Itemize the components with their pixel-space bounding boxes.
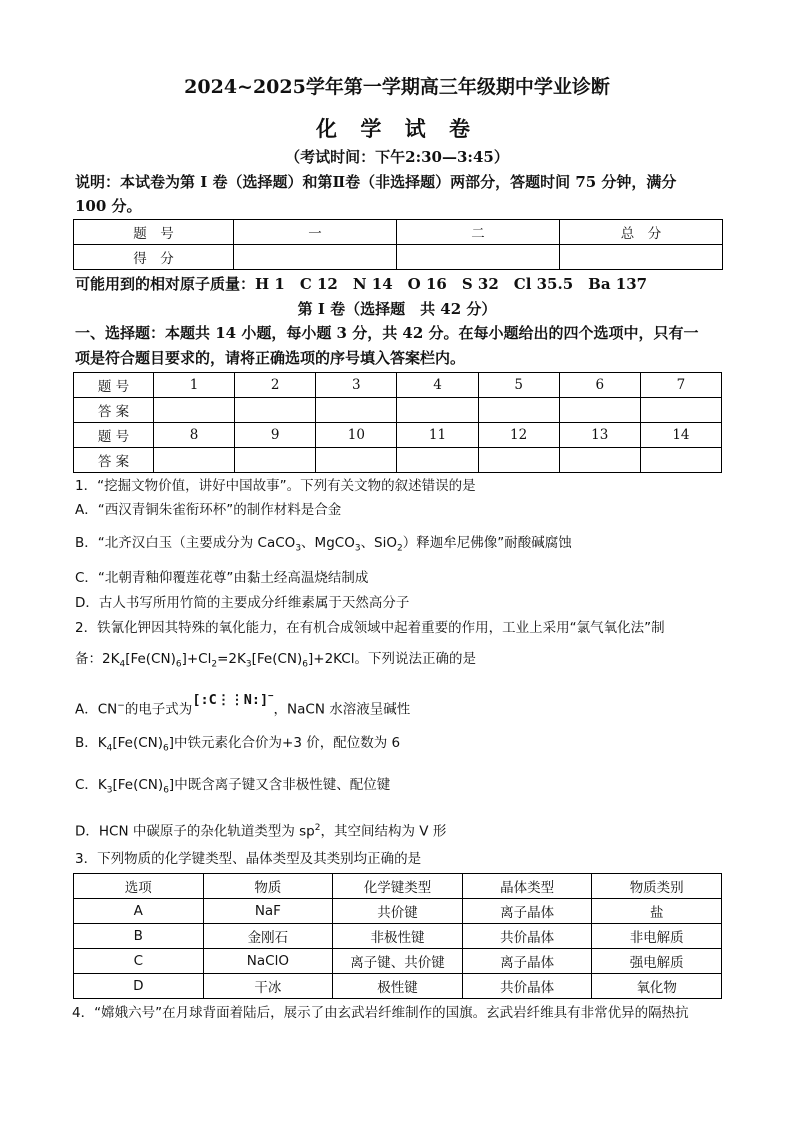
answer-cell[interactable] xyxy=(478,448,559,473)
row-label: 题 号 xyxy=(74,373,154,398)
q3-cell: 金刚石 xyxy=(203,924,333,949)
score-cell: 题 号 xyxy=(74,220,234,245)
score-cell: 一 xyxy=(234,220,397,245)
q1-option-b: B．“北齐汉白玉（主要成分为 CaCO$_3$、MgCO$_3$、SiO$_2$）释迦牟尼佛像”耐酸碱腐蚀 xyxy=(75,535,572,554)
score-table xyxy=(73,219,723,270)
q3-stem: 3．下列物质的化学键类型、晶体类型及其类别均正确的是 xyxy=(75,851,422,867)
q2-c-post: 中既含离子键又含非极性键、配位键 xyxy=(174,777,391,793)
exam-time: （考试时间：下午2:30—3:45） xyxy=(285,148,509,166)
q3-cell: A xyxy=(74,899,204,924)
row-label: 题 号 xyxy=(74,423,154,448)
q3-cell: 强电解质 xyxy=(592,949,722,974)
q3-row xyxy=(74,949,722,974)
q3-row xyxy=(74,974,722,999)
score-row-header xyxy=(74,220,723,245)
answer-cell[interactable] xyxy=(316,448,397,473)
q3-header: 选项 xyxy=(74,874,204,899)
q1-b-pre: B．“北齐汉白玉（主要成分为 xyxy=(75,535,254,551)
answer-cell[interactable] xyxy=(640,448,721,473)
q3-cell: 共价晶体 xyxy=(462,924,592,949)
q3-cell: 共价键 xyxy=(333,899,463,924)
score-input-cell[interactable] xyxy=(560,245,723,270)
section1-line-2: 项是符合题目要求的，请将正确选项的序号填入答案栏内。 xyxy=(75,349,466,367)
q1-option-d: D．古人书写所用竹简的主要成分纤维素属于天然高分子 xyxy=(75,595,410,611)
score-cell: 总 分 xyxy=(560,220,723,245)
q3-header-row xyxy=(74,874,722,899)
q3-header: 物质类别 xyxy=(592,874,722,899)
intro-line-2: 100 分。 xyxy=(75,197,142,215)
score-cell: 二 xyxy=(397,220,560,245)
question-number: 5 xyxy=(478,373,559,398)
score-row-values xyxy=(74,245,723,270)
q2-stem-1: 2．铁氰化钾因其特殊的氧化能力，在有机合成领域中起着重要的作用，工业上采用“氯气氧化法”制 xyxy=(75,620,665,636)
q2-stem-2: 备：$2K_4[Fe(CN)_6]+Cl_2=2K_3[Fe(CN)_6]+2KCl$。下列说法正确的是 xyxy=(75,651,476,670)
question-number: 10 xyxy=(316,423,397,448)
q2-a-pre: A．CN xyxy=(75,701,118,718)
q1-option-a: A．“西汉青铜朱雀衔环杯”的制作材料是合金 xyxy=(75,502,342,518)
row-label: 答 案 xyxy=(74,448,154,473)
answer-cell[interactable] xyxy=(154,398,235,423)
q3-cell: 离子键、共价键 xyxy=(333,949,463,974)
q3-cell: 盐 xyxy=(592,899,722,924)
q3-cell: C xyxy=(74,949,204,974)
q2-stem-2-pre: 备： xyxy=(75,651,102,667)
q3-cell: 氧化物 xyxy=(592,974,722,999)
q4-stem: 4．“嫦娥六号”在月球背面着陆后，展示了由玄武岩纤维制作的国旗。玄武岩纤维具有非常优异的隔热抗 xyxy=(72,1005,689,1021)
score-input-cell[interactable] xyxy=(397,245,560,270)
answer-number-row xyxy=(74,373,722,398)
answer-cell[interactable] xyxy=(478,398,559,423)
q2-d-post: ，其空间结构为 V 形 xyxy=(320,823,447,840)
question-number: 4 xyxy=(397,373,478,398)
q2-option-d: D．HCN 中碳原子的杂化轨道类型为 $sp^2$，其空间结构为 V 形 xyxy=(75,823,447,840)
q3-cell: 非极性键 xyxy=(333,924,463,949)
q3-table xyxy=(73,873,722,999)
row-label: 答 案 xyxy=(74,398,154,423)
answer-cell[interactable] xyxy=(559,448,640,473)
q3-header: 化学键类型 xyxy=(333,874,463,899)
answer-cell[interactable] xyxy=(154,448,235,473)
q2-option-c: C．$K_3[Fe(CN)_6]$中既含离子键又含非极性键、配位键 xyxy=(75,777,391,796)
q3-row xyxy=(74,924,722,949)
subject-title: 化 学 试 卷 xyxy=(316,116,478,141)
q2-b-post: 中铁元素化合价为+3 价，配位数为 6 xyxy=(174,735,401,751)
question-number: 13 xyxy=(559,423,640,448)
q3-cell: B xyxy=(74,924,204,949)
atomic-masses: 可能用到的相对原子质量：H 1 C 12 N 14 O 16 S 32 Cl 35.5 Ba 137 xyxy=(75,275,648,293)
answer-input-row xyxy=(74,398,722,423)
q2-option-a: A．CN−的电子式为[:C⋮⋮N:]−，NaCN 水溶液呈碱性 xyxy=(75,691,411,718)
answer-cell[interactable] xyxy=(235,398,316,423)
q3-row xyxy=(74,899,722,924)
q2-option-b: B．$K_4[Fe(CN)_6]$中铁元素化合价为+3 价，配位数为 6 xyxy=(75,735,401,754)
question-number: 3 xyxy=(316,373,397,398)
section1-line-1: 一、选择题：本题共 14 小题，每小题 3 分，共 42 分。在每小题给出的四个选项中，只有一 xyxy=(75,324,699,342)
q2-a-mid: 的电子式为 xyxy=(124,701,193,718)
exam-title: 2024~2025学年第一学期高三年级期中学业诊断 xyxy=(184,76,610,98)
question-number: 8 xyxy=(154,423,235,448)
answer-cell[interactable] xyxy=(235,448,316,473)
part1-title: 第 I 卷（选择题 共 42 分） xyxy=(297,300,497,318)
question-number: 11 xyxy=(397,423,478,448)
q1-option-c: C．“北朝青釉仰覆莲花尊”由黏土经高温烧结制成 xyxy=(75,570,369,586)
intro-line-1: 说明：本试卷为第 I 卷（选择题）和第Ⅱ卷（非选择题）两部分，答题时间 75 分钟，满分 xyxy=(75,173,677,191)
answer-cell[interactable] xyxy=(397,398,478,423)
question-number: 12 xyxy=(478,423,559,448)
q3-header: 物质 xyxy=(203,874,333,899)
q3-cell: NaClO xyxy=(203,949,333,974)
question-number: 6 xyxy=(559,373,640,398)
q3-cell: 离子晶体 xyxy=(462,949,592,974)
answer-cell[interactable] xyxy=(640,398,721,423)
q3-header: 晶体类型 xyxy=(462,874,592,899)
q2-d-pre: D．HCN 中碳原子的杂化轨道类型为 sp xyxy=(75,823,315,840)
question-number: 7 xyxy=(640,373,721,398)
answer-table xyxy=(73,372,722,473)
answer-number-row xyxy=(74,423,722,448)
question-number: 2 xyxy=(235,373,316,398)
q2-a-post: ，NaCN 水溶液呈碱性 xyxy=(273,701,411,718)
answer-cell[interactable] xyxy=(559,398,640,423)
q1-stem: 1．“挖掘文物价值，讲好中国故事”。下列有关文物的叙述错误的是 xyxy=(75,478,476,494)
answer-cell[interactable] xyxy=(397,448,478,473)
q3-cell: 离子晶体 xyxy=(462,899,592,924)
answer-cell[interactable] xyxy=(316,398,397,423)
q3-cell: NaF xyxy=(203,899,333,924)
cyanide-lewis-structure: [:C⋮⋮N:]− xyxy=(192,691,274,708)
score-cell: 得 分 xyxy=(74,245,234,270)
q3-cell: 极性键 xyxy=(333,974,463,999)
question-number: 9 xyxy=(235,423,316,448)
question-number: 1 xyxy=(154,373,235,398)
q3-cell: D xyxy=(74,974,204,999)
q2-stem-2-post: 。下列说法正确的是 xyxy=(354,651,476,667)
q3-cell: 干冰 xyxy=(203,974,333,999)
answer-input-row xyxy=(74,448,722,473)
score-input-cell[interactable] xyxy=(234,245,397,270)
q3-cell: 共价晶体 xyxy=(462,974,592,999)
q3-cell: 非电解质 xyxy=(592,924,722,949)
question-number: 14 xyxy=(640,423,721,448)
q1-b-post: ）释迦牟尼佛像”耐酸碱腐蚀 xyxy=(402,535,572,551)
